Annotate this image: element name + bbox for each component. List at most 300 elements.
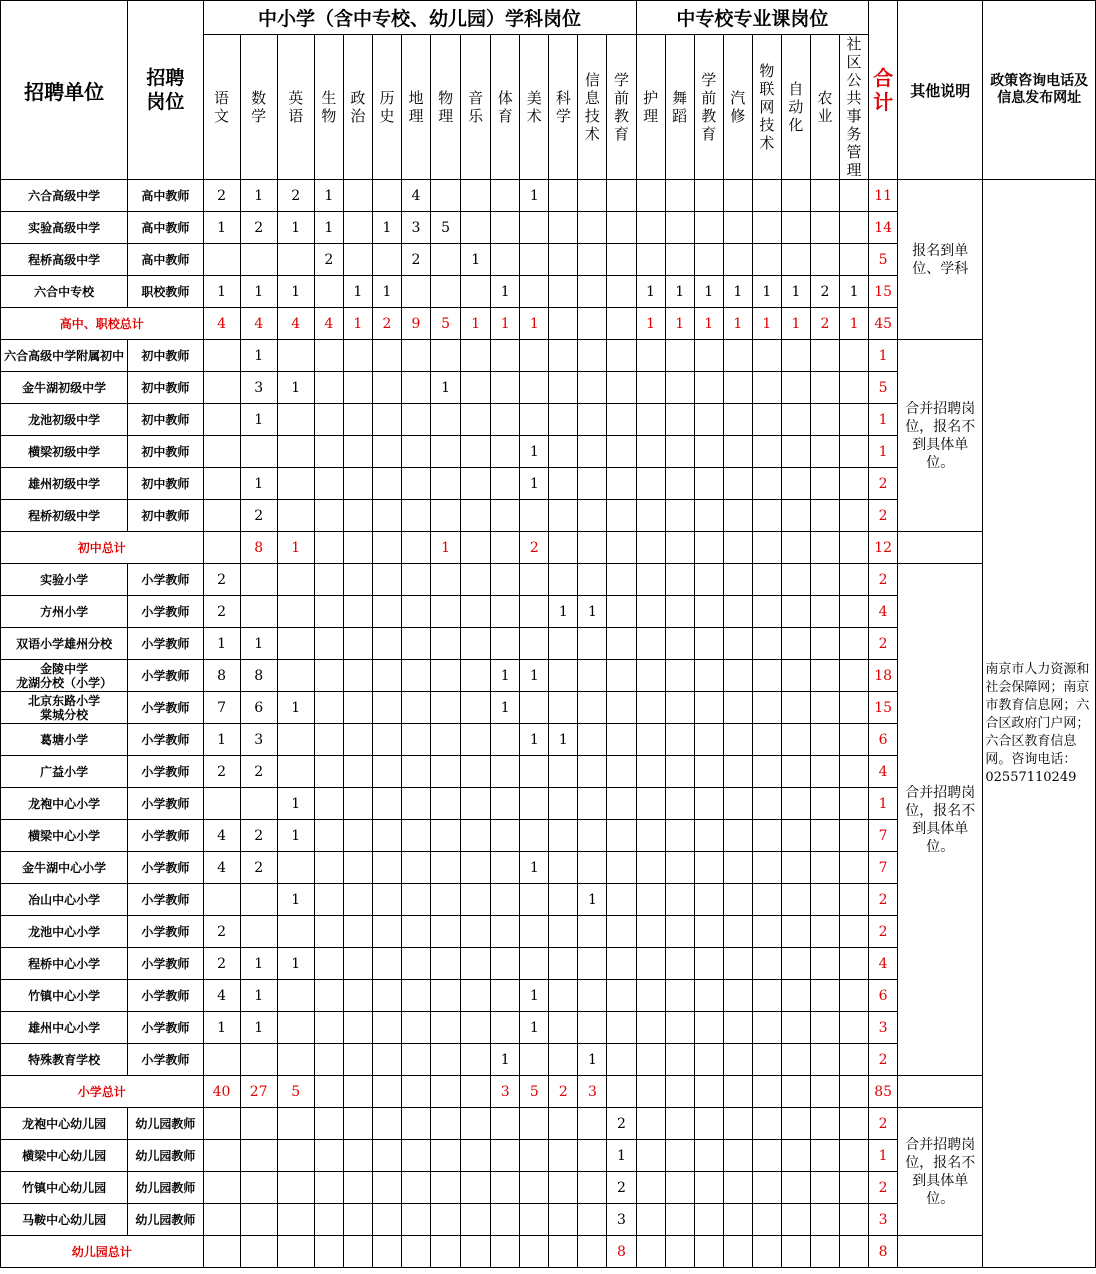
count-cell — [520, 276, 549, 308]
count-cell — [314, 564, 343, 596]
post-name: 小学教师 — [128, 980, 203, 1012]
post-name: 幼儿园教师 — [128, 1140, 203, 1172]
count-cell — [781, 1204, 810, 1236]
count-cell: 1 — [314, 212, 343, 244]
count-cell — [549, 180, 578, 212]
row-total: 4 — [869, 948, 898, 980]
table-row — [1, 180, 1096, 212]
count-cell: 1 — [203, 628, 240, 660]
count-cell — [520, 820, 549, 852]
count-cell — [549, 500, 578, 532]
subject-header: 生物 — [314, 35, 343, 180]
count-cell — [694, 404, 723, 436]
count-cell — [401, 692, 430, 724]
count-cell — [810, 596, 839, 628]
count-cell: 1 — [781, 276, 810, 308]
count-cell — [372, 1140, 401, 1172]
count-cell — [781, 852, 810, 884]
subtotal-cell: 4 — [314, 308, 343, 340]
count-cell — [277, 244, 314, 276]
post-name: 高中教师 — [128, 180, 203, 212]
count-cell — [314, 948, 343, 980]
count-cell — [752, 788, 781, 820]
count-cell — [607, 212, 636, 244]
count-cell — [752, 628, 781, 660]
count-cell — [665, 1140, 694, 1172]
count-cell — [520, 404, 549, 436]
subject-header: 农业 — [810, 35, 839, 180]
count-cell — [277, 500, 314, 532]
count-cell — [781, 596, 810, 628]
subtotal-cell — [461, 1076, 491, 1108]
count-cell — [461, 1012, 491, 1044]
count-cell — [810, 468, 839, 500]
count-cell — [372, 628, 401, 660]
count-cell — [752, 340, 781, 372]
count-cell — [203, 468, 240, 500]
subtotal-cell: 1 — [461, 308, 491, 340]
subject-header: 英语 — [277, 35, 314, 180]
count-cell — [401, 852, 430, 884]
subtotal-cell — [314, 532, 343, 564]
count-cell — [401, 1204, 430, 1236]
count-cell — [840, 212, 869, 244]
count-cell — [240, 1140, 277, 1172]
subject-header: 体育 — [491, 35, 520, 180]
count-cell — [401, 596, 430, 628]
row-total: 3 — [869, 1204, 898, 1236]
subtotal-cell — [343, 532, 372, 564]
count-cell — [431, 564, 461, 596]
unit-name: 横梁中心小学 — [1, 820, 128, 852]
count-cell — [781, 820, 810, 852]
count-cell — [314, 660, 343, 692]
subtotal-total: 85 — [869, 1076, 898, 1108]
count-cell — [549, 276, 578, 308]
unit-name: 雄州初级中学 — [1, 468, 128, 500]
count-cell — [607, 660, 636, 692]
count-cell — [665, 1172, 694, 1204]
count-cell: 1 — [636, 276, 665, 308]
count-cell — [549, 948, 578, 980]
subtotal-cell: 8 — [607, 1236, 636, 1268]
post-name: 初中教师 — [128, 404, 203, 436]
count-cell — [607, 404, 636, 436]
subtotal-cell: 3 — [578, 1076, 607, 1108]
count-cell — [781, 948, 810, 980]
count-cell — [694, 468, 723, 500]
count-cell — [665, 596, 694, 628]
count-cell — [372, 1204, 401, 1236]
count-cell: 1 — [314, 180, 343, 212]
count-cell — [520, 884, 549, 916]
count-cell — [723, 1172, 752, 1204]
count-cell — [665, 340, 694, 372]
count-cell — [723, 244, 752, 276]
subtotal-cell — [372, 1236, 401, 1268]
count-cell — [665, 852, 694, 884]
count-cell — [491, 436, 520, 468]
count-cell: 1 — [520, 980, 549, 1012]
count-cell — [840, 1140, 869, 1172]
count-cell — [840, 852, 869, 884]
subtotal-cell: 4 — [203, 308, 240, 340]
subtotal-cell — [372, 532, 401, 564]
subtotal-cell — [431, 1236, 461, 1268]
subtotal-cell — [491, 1236, 520, 1268]
subtotal-row — [1, 532, 1096, 564]
count-cell — [277, 1204, 314, 1236]
count-cell — [723, 212, 752, 244]
count-cell — [723, 180, 752, 212]
count-cell — [372, 692, 401, 724]
count-cell — [549, 1204, 578, 1236]
count-cell — [578, 212, 607, 244]
count-cell — [372, 1012, 401, 1044]
count-cell — [401, 500, 430, 532]
subtotal-cell: 1 — [636, 308, 665, 340]
unit-name: 特殊教育学校 — [1, 1044, 128, 1076]
count-cell — [277, 756, 314, 788]
subtotal-cell: 1 — [840, 308, 869, 340]
count-cell — [461, 852, 491, 884]
count-cell — [343, 500, 372, 532]
count-cell: 1 — [277, 276, 314, 308]
count-cell — [520, 500, 549, 532]
count-cell — [607, 372, 636, 404]
count-cell — [636, 404, 665, 436]
count-cell — [607, 692, 636, 724]
count-cell — [240, 1044, 277, 1076]
count-cell — [781, 884, 810, 916]
count-cell: 1 — [240, 468, 277, 500]
row-total: 2 — [869, 1108, 898, 1140]
count-cell — [752, 948, 781, 980]
subtotal-cell — [781, 1236, 810, 1268]
count-cell: 2 — [203, 756, 240, 788]
subtotal-cell: 40 — [203, 1076, 240, 1108]
count-cell — [343, 628, 372, 660]
count-cell — [810, 1140, 839, 1172]
count-cell — [694, 596, 723, 628]
count-cell — [549, 468, 578, 500]
count-cell — [694, 788, 723, 820]
count-cell — [343, 1044, 372, 1076]
count-cell — [461, 820, 491, 852]
post-name: 小学教师 — [128, 724, 203, 756]
count-cell — [491, 468, 520, 500]
count-cell — [694, 212, 723, 244]
count-cell — [578, 756, 607, 788]
count-cell — [401, 884, 430, 916]
count-cell — [636, 852, 665, 884]
count-cell — [694, 1012, 723, 1044]
subtotal-cell — [636, 1236, 665, 1268]
count-cell — [431, 404, 461, 436]
note-blank — [898, 532, 983, 564]
count-cell — [277, 628, 314, 660]
count-cell — [723, 1140, 752, 1172]
unit-name: 金牛湖中心小学 — [1, 852, 128, 884]
count-cell — [781, 1108, 810, 1140]
subtotal-cell — [520, 1236, 549, 1268]
count-cell — [665, 500, 694, 532]
count-cell: 2 — [240, 212, 277, 244]
subtotal-cell — [578, 308, 607, 340]
count-cell — [840, 1012, 869, 1044]
count-cell — [549, 756, 578, 788]
count-cell — [840, 916, 869, 948]
count-cell — [723, 1012, 752, 1044]
unit-name: 马鞍中心幼儿园 — [1, 1204, 128, 1236]
count-cell — [665, 820, 694, 852]
count-cell — [549, 1012, 578, 1044]
count-cell: 2 — [240, 852, 277, 884]
count-cell — [665, 404, 694, 436]
subtotal-cell — [277, 1236, 314, 1268]
count-cell — [781, 340, 810, 372]
count-cell — [549, 980, 578, 1012]
row-total: 2 — [869, 916, 898, 948]
count-cell: 1 — [240, 948, 277, 980]
count-cell — [203, 1140, 240, 1172]
count-cell — [752, 820, 781, 852]
count-cell — [752, 660, 781, 692]
count-cell — [840, 1172, 869, 1204]
unit-name: 程桥中心小学 — [1, 948, 128, 980]
count-cell — [314, 276, 343, 308]
count-cell — [665, 980, 694, 1012]
count-cell — [636, 1012, 665, 1044]
count-cell — [461, 500, 491, 532]
count-cell — [840, 372, 869, 404]
count-cell — [694, 500, 723, 532]
count-cell — [578, 340, 607, 372]
subtotal-cell — [723, 532, 752, 564]
count-cell — [578, 1012, 607, 1044]
count-cell — [277, 404, 314, 436]
count-cell — [491, 628, 520, 660]
count-cell — [520, 1044, 549, 1076]
count-cell — [372, 852, 401, 884]
count-cell — [694, 564, 723, 596]
count-cell — [491, 756, 520, 788]
count-cell — [461, 1044, 491, 1076]
count-cell — [694, 628, 723, 660]
count-cell — [491, 1204, 520, 1236]
count-cell — [314, 980, 343, 1012]
subtotal-cell — [578, 1236, 607, 1268]
count-cell — [752, 756, 781, 788]
section-note: 合并招聘岗位，报名不到具体单位。 — [898, 564, 983, 1076]
row-total: 6 — [869, 980, 898, 1012]
row-total: 2 — [869, 1044, 898, 1076]
count-cell — [636, 820, 665, 852]
count-cell — [578, 1140, 607, 1172]
count-cell — [810, 628, 839, 660]
section-note: 合并招聘岗位，报名不到具体单位。 — [898, 340, 983, 532]
note-blank — [898, 1236, 983, 1268]
subtotal-cell: 1 — [277, 532, 314, 564]
count-cell — [752, 1140, 781, 1172]
count-cell — [723, 468, 752, 500]
count-cell — [461, 884, 491, 916]
count-cell — [607, 468, 636, 500]
count-cell: 2 — [203, 180, 240, 212]
count-cell — [840, 596, 869, 628]
count-cell — [343, 692, 372, 724]
count-cell — [810, 756, 839, 788]
subject-header: 物联网技术 — [752, 35, 781, 180]
count-cell — [694, 692, 723, 724]
count-cell: 1 — [277, 212, 314, 244]
count-cell — [401, 916, 430, 948]
count-cell — [431, 660, 461, 692]
count-cell — [810, 1108, 839, 1140]
count-cell — [401, 1108, 430, 1140]
subtotal-cell — [431, 1076, 461, 1108]
subtotal-label: 幼儿园总计 — [1, 1236, 204, 1268]
subtotal-cell — [607, 1076, 636, 1108]
count-cell — [203, 1108, 240, 1140]
subject-header: 地理 — [401, 35, 430, 180]
count-cell — [607, 628, 636, 660]
count-cell: 1 — [840, 276, 869, 308]
count-cell — [665, 1204, 694, 1236]
count-cell — [203, 500, 240, 532]
count-cell — [461, 756, 491, 788]
count-cell — [636, 596, 665, 628]
subtotal-cell — [314, 1076, 343, 1108]
count-cell — [314, 820, 343, 852]
count-cell — [491, 1012, 520, 1044]
count-cell: 1 — [578, 596, 607, 628]
count-cell: 1 — [461, 244, 491, 276]
count-cell: 3 — [240, 724, 277, 756]
count-cell — [723, 596, 752, 628]
count-cell — [401, 1012, 430, 1044]
subtotal-total: 8 — [869, 1236, 898, 1268]
count-cell — [520, 1204, 549, 1236]
unit-name: 程桥高级中学 — [1, 244, 128, 276]
count-cell — [665, 1044, 694, 1076]
count-cell — [491, 1172, 520, 1204]
unit-name: 龙袍中心幼儿园 — [1, 1108, 128, 1140]
count-cell — [840, 564, 869, 596]
count-cell — [401, 788, 430, 820]
count-cell — [781, 212, 810, 244]
count-cell — [723, 1044, 752, 1076]
row-total: 14 — [869, 212, 898, 244]
count-cell — [372, 1044, 401, 1076]
count-cell — [240, 788, 277, 820]
count-cell — [665, 212, 694, 244]
count-cell — [810, 788, 839, 820]
count-cell — [607, 724, 636, 756]
count-cell — [431, 1140, 461, 1172]
count-cell — [372, 1108, 401, 1140]
header-total: 合计 — [869, 1, 898, 180]
count-cell — [461, 980, 491, 1012]
header-group-basic: 中小学（含中专校、幼儿园）学科岗位 — [203, 1, 636, 35]
count-cell: 6 — [240, 692, 277, 724]
count-cell — [752, 500, 781, 532]
count-cell — [607, 820, 636, 852]
count-cell — [401, 980, 430, 1012]
table-row — [1, 1108, 1096, 1140]
count-cell: 1 — [372, 212, 401, 244]
count-cell — [491, 212, 520, 244]
count-cell — [343, 1108, 372, 1140]
count-cell — [314, 724, 343, 756]
count-cell — [840, 1108, 869, 1140]
count-cell — [810, 884, 839, 916]
count-cell — [491, 596, 520, 628]
count-cell — [694, 1204, 723, 1236]
post-name: 幼儿园教师 — [128, 1172, 203, 1204]
unit-name: 六合高级中学 — [1, 180, 128, 212]
count-cell — [607, 436, 636, 468]
count-cell — [549, 436, 578, 468]
count-cell — [491, 564, 520, 596]
count-cell — [491, 820, 520, 852]
count-cell — [840, 404, 869, 436]
count-cell: 1 — [520, 660, 549, 692]
count-cell — [607, 852, 636, 884]
subtotal-cell: 9 — [401, 308, 430, 340]
count-cell — [810, 692, 839, 724]
count-cell — [520, 1108, 549, 1140]
count-cell: 1 — [277, 884, 314, 916]
count-cell — [343, 820, 372, 852]
count-cell: 3 — [240, 372, 277, 404]
count-cell — [203, 1044, 240, 1076]
count-cell — [665, 724, 694, 756]
subtotal-cell: 4 — [277, 308, 314, 340]
count-cell: 1 — [578, 1044, 607, 1076]
count-cell — [723, 788, 752, 820]
subtotal-cell — [549, 308, 578, 340]
count-cell: 4 — [203, 820, 240, 852]
count-cell — [461, 212, 491, 244]
count-cell — [549, 692, 578, 724]
row-total: 4 — [869, 596, 898, 628]
count-cell — [431, 852, 461, 884]
unit-name: 横梁初级中学 — [1, 436, 128, 468]
count-cell — [694, 436, 723, 468]
row-total: 1 — [869, 436, 898, 468]
count-cell — [665, 628, 694, 660]
subtotal-cell: 1 — [694, 308, 723, 340]
subtotal-cell — [694, 1236, 723, 1268]
count-cell: 5 — [431, 212, 461, 244]
count-cell — [401, 564, 430, 596]
section-note: 报名到单位、学科 — [898, 180, 983, 340]
count-cell — [343, 180, 372, 212]
header-notes: 其他说明 — [898, 1, 983, 180]
count-cell — [461, 660, 491, 692]
count-cell: 1 — [240, 628, 277, 660]
count-cell — [401, 948, 430, 980]
count-cell — [277, 916, 314, 948]
count-cell: 8 — [203, 660, 240, 692]
count-cell — [607, 948, 636, 980]
count-cell — [607, 916, 636, 948]
count-cell — [810, 372, 839, 404]
count-cell — [549, 212, 578, 244]
count-cell — [694, 948, 723, 980]
count-cell — [636, 340, 665, 372]
